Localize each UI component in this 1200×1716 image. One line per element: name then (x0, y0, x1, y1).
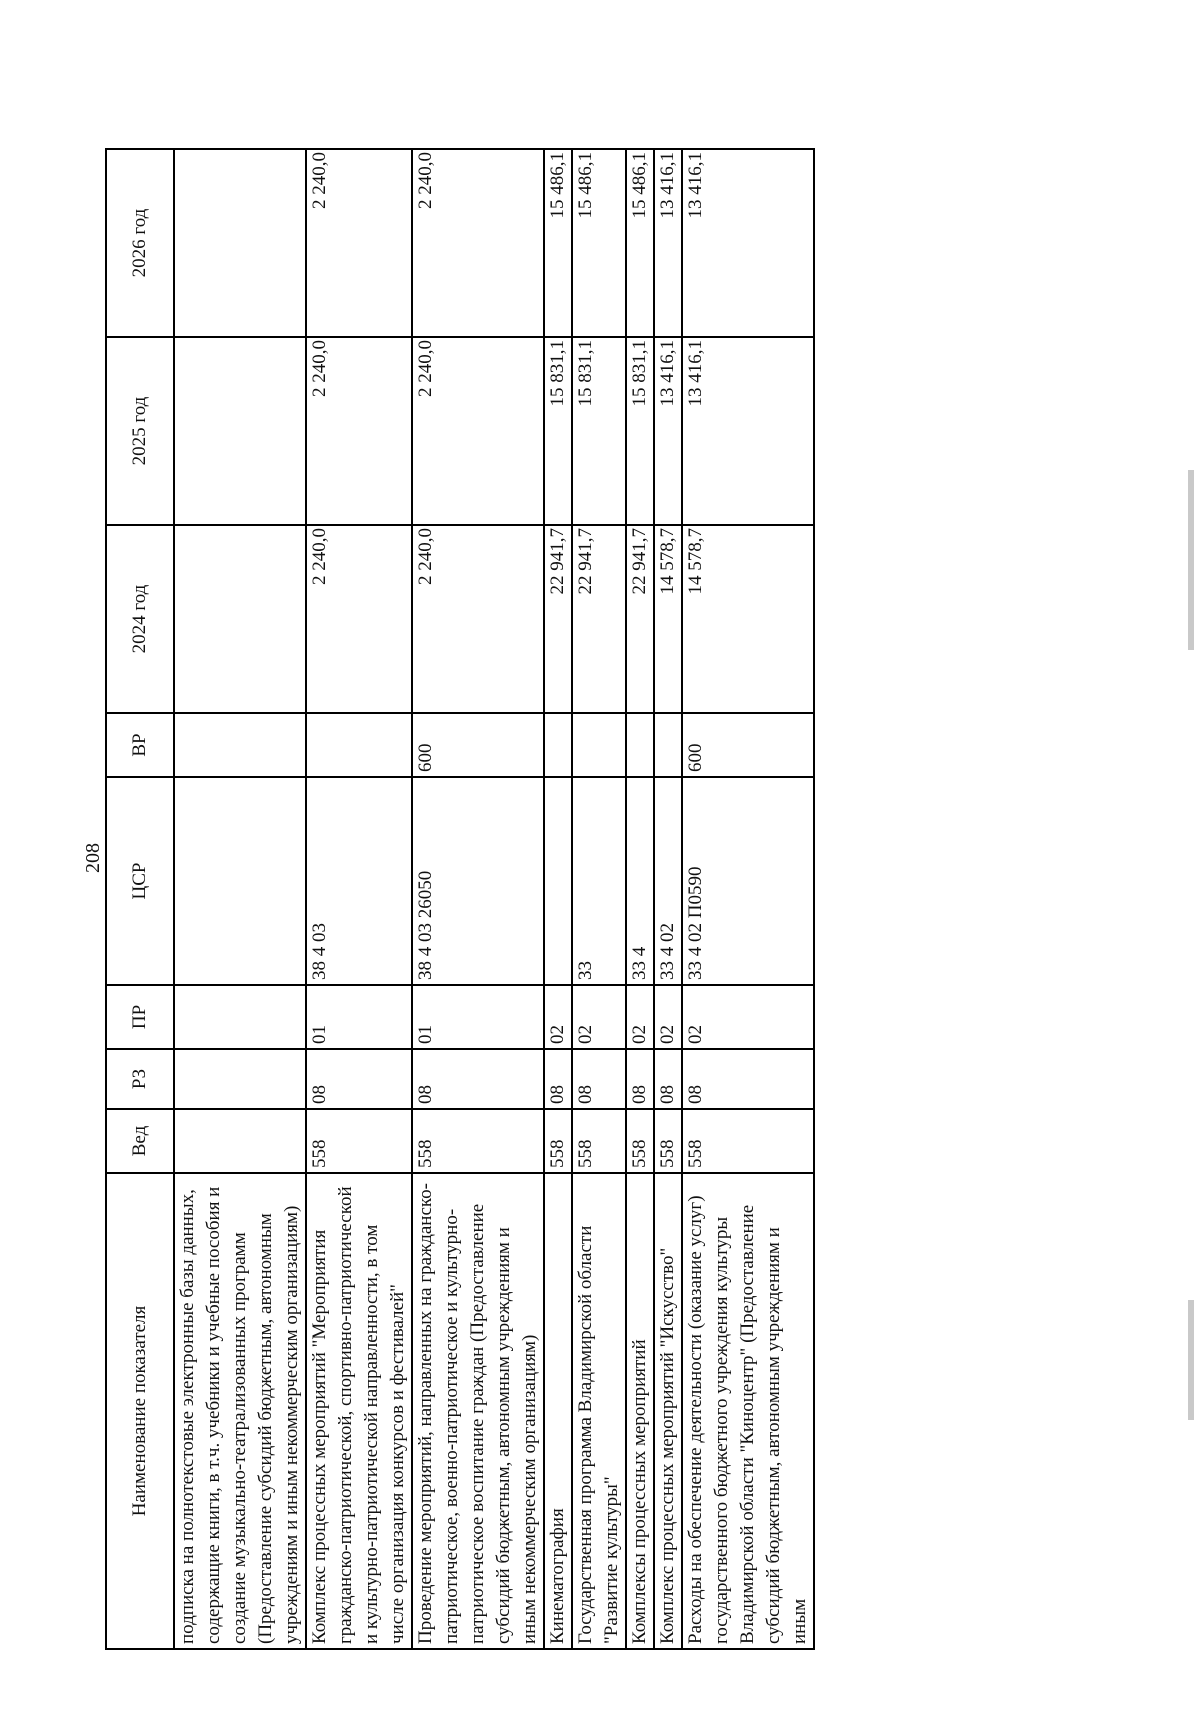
cell-2026: 2 240,0 (412, 149, 544, 337)
cell-csr: 33 4 (626, 777, 654, 985)
cell-ved: 558 (306, 1109, 412, 1173)
cell-2025: 15 831,1 (572, 337, 626, 525)
cell-pr: 01 (306, 985, 412, 1049)
cell-2025: 15 831,1 (544, 337, 572, 525)
cell-ved: 558 (654, 1109, 682, 1173)
cell-rz: 08 (572, 1049, 626, 1109)
cell-vr: 600 (682, 713, 814, 777)
cell-ved: 558 (544, 1109, 572, 1173)
cell-pr: 01 (412, 985, 544, 1049)
cell-pr: 02 (572, 985, 626, 1049)
page-number: 208 (82, 843, 104, 873)
scan-edge-mark (1188, 1300, 1194, 1420)
cell-2024: 22 941,7 (544, 525, 572, 713)
cell-vr (654, 713, 682, 777)
cell-2024: 2 240,0 (412, 525, 544, 713)
table-row (412, 149, 544, 1649)
cell-rz: 08 (412, 1049, 544, 1109)
table-row (654, 149, 682, 1649)
cell-ved: 558 (572, 1109, 626, 1173)
cell-2026: 15 486,1 (544, 149, 572, 337)
cell-2024: 2 240,0 (306, 525, 412, 713)
cell-vr (174, 713, 306, 777)
cell-2026: 13 416,1 (654, 149, 682, 337)
cell-name: Комплексы процессных мероприятий (626, 1173, 654, 1649)
cell-csr: 33 4 02 П0590 (682, 777, 814, 985)
cell-csr (174, 777, 306, 985)
table-row (306, 149, 412, 1649)
header-csr: ЦСР (106, 777, 174, 985)
cell-pr: 02 (544, 985, 572, 1049)
cell-vr (306, 713, 412, 777)
cell-2024: 14 578,7 (682, 525, 814, 713)
cell-rz: 08 (654, 1049, 682, 1109)
cell-ved: 558 (412, 1109, 544, 1173)
scan-edge-mark (1188, 470, 1194, 650)
header-vr: ВР (106, 713, 174, 777)
cell-csr: 38 4 03 (306, 777, 412, 985)
cell-2026: 13 416,1 (682, 149, 814, 337)
table-header-row (106, 149, 174, 1649)
cell-2026 (174, 149, 306, 337)
table-row (626, 149, 654, 1649)
cell-rz: 08 (306, 1049, 412, 1109)
cell-name: Расходы на обеспечение деятельности (оказание услуг) государственного бюджетного учреждения культуры Владимирской области "Киноцентр" (Предоставление субсидий бюджетным, автономным учреждениям и иным (682, 1173, 814, 1649)
header-2024: 2024 год (106, 525, 174, 713)
table-row (572, 149, 626, 1649)
cell-2024: 22 941,7 (572, 525, 626, 713)
header-pr: ПР (106, 985, 174, 1049)
cell-2026: 2 240,0 (306, 149, 412, 337)
header-rz: РЗ (106, 1049, 174, 1109)
cell-2025: 13 416,1 (654, 337, 682, 525)
cell-name: Комплекс процессных мероприятий "Мероприятия гражданско-патриотической, спортивно-патриотической и культурно-патриотической направленности, в том числе организация конкурсов и фестивалей" (306, 1173, 412, 1649)
cell-vr (572, 713, 626, 777)
cell-rz: 08 (682, 1049, 814, 1109)
header-2026: 2026 год (106, 149, 174, 337)
header-name: Наименование показателя (106, 1173, 174, 1649)
cell-vr: 600 (412, 713, 544, 777)
header-ved: Вед (106, 1109, 174, 1173)
cell-pr: 02 (626, 985, 654, 1049)
cell-csr: 33 (572, 777, 626, 985)
cell-vr (544, 713, 572, 777)
cell-csr (544, 777, 572, 985)
cell-pr: 02 (682, 985, 814, 1049)
cell-name: Кинематография (544, 1173, 572, 1649)
cell-csr: 33 4 02 (654, 777, 682, 985)
table-row (174, 149, 306, 1649)
cell-vr (626, 713, 654, 777)
cell-2026: 15 486,1 (626, 149, 654, 337)
cell-2026: 15 486,1 (572, 149, 626, 337)
cell-2024: 14 578,7 (654, 525, 682, 713)
cell-pr (174, 985, 306, 1049)
cell-rz: 08 (626, 1049, 654, 1109)
cell-name: Проведение мероприятий, направленных на гражданско-патриотическое, военно-патриотическое и культурно-патриотическое воспитание граждан (Предоставление субсидий бюджетным, автономным учреждениям и иным некоммерческим организациям) (412, 1173, 544, 1649)
cell-2024: 22 941,7 (626, 525, 654, 713)
cell-name: Комплекс процессных мероприятий "Искусство" (654, 1173, 682, 1649)
header-2025: 2025 год (106, 337, 174, 525)
cell-2025: 2 240,0 (306, 337, 412, 525)
cell-name: подписка на полнотекстовые электронные базы данных, содержащие книги, в т.ч. учебники и учебные пособия и создание музыкально-театрализованных программ (Предоставление субсидий бюджетным, автономным учреждениям и иным некоммерческим организациям) (174, 1173, 306, 1649)
table-row (682, 149, 814, 1649)
cell-rz (174, 1049, 306, 1109)
cell-2025 (174, 337, 306, 525)
cell-2025: 2 240,0 (412, 337, 544, 525)
cell-2025: 15 831,1 (626, 337, 654, 525)
cell-ved: 558 (626, 1109, 654, 1173)
cell-csr: 38 4 03 26050 (412, 777, 544, 985)
cell-name: Государственная программа Владимирской области "Развитие культуры" (572, 1173, 626, 1649)
budget-table-rotated (105, 150, 1095, 1650)
cell-2024 (174, 525, 306, 713)
budget-table (105, 148, 815, 1650)
cell-rz: 08 (544, 1049, 572, 1109)
cell-pr: 02 (654, 985, 682, 1049)
cell-2025: 13 416,1 (682, 337, 814, 525)
table-row (544, 149, 572, 1649)
cell-ved (174, 1109, 306, 1173)
cell-ved: 558 (682, 1109, 814, 1173)
